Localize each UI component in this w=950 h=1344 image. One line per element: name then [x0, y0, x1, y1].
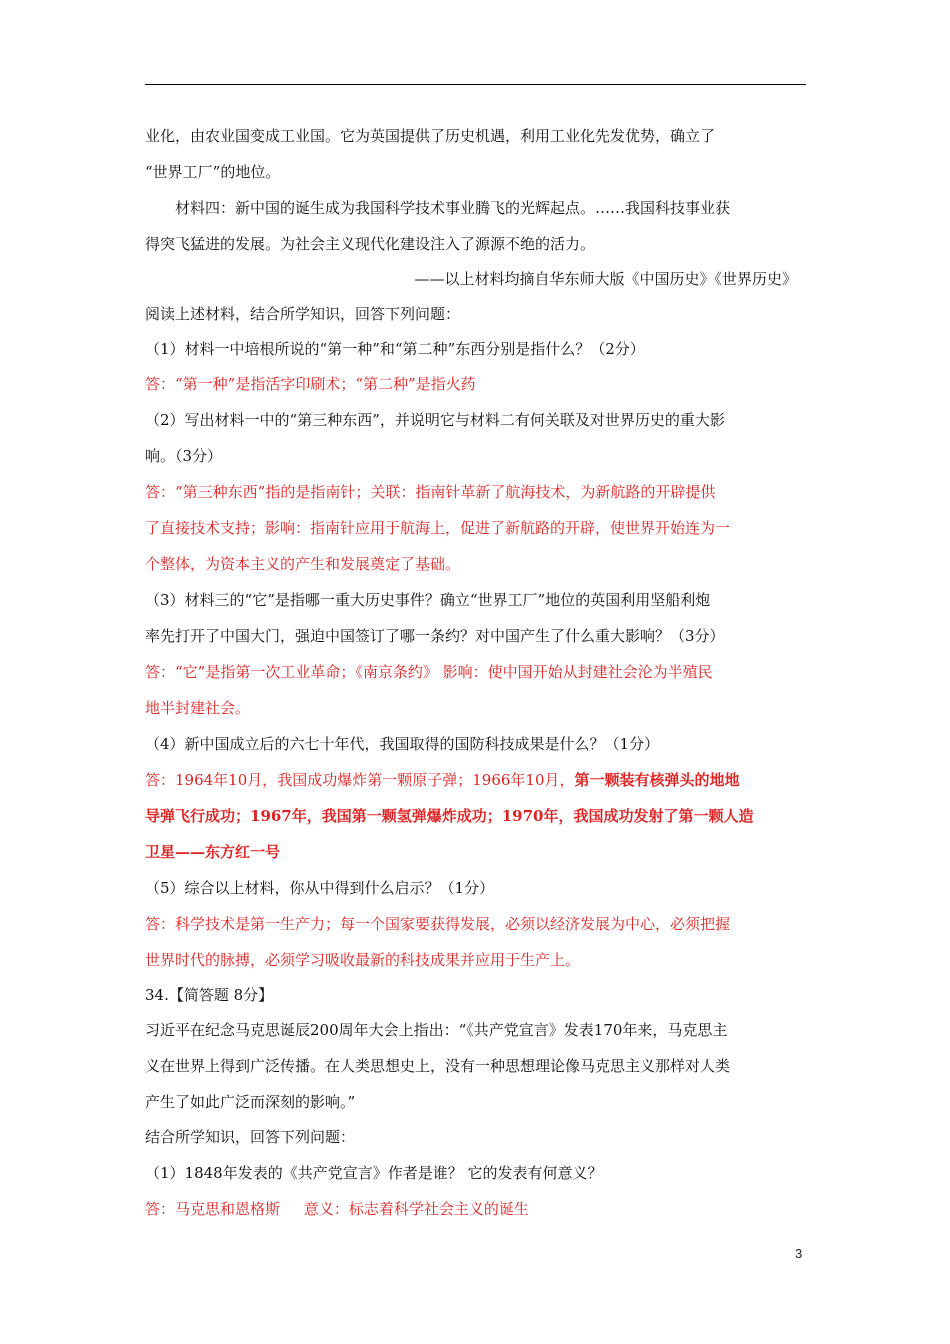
instruction-line: 阅读上述材料，结合所学知识，回答下列问题： [145, 304, 461, 323]
answer-34-1: 答：马克思和恩格斯 意义：标志着科学社会主义的诞生 [145, 1199, 529, 1218]
answer-4-cont: 卫星——东方红一号 [145, 842, 281, 861]
question-heading-34: 34.【简答题 8分】 [145, 985, 274, 1004]
quote-line: 义在世界上得到广泛传播。在人类思想史上，没有一种思想理论像马克思主义那样对人类 [145, 1057, 731, 1075]
question-5: （5）综合以上材料，你从中得到什么启示？（1分） [145, 878, 495, 897]
source-citation: ——以上材料均摘自华东师大版《中国历史》《世界历史》 [414, 270, 797, 288]
answer-2-cont: 了直接技术支持；影响：指南针应用于航海上，促进了新航路的开辟，使世界开始连为一 [145, 518, 731, 537]
question-3-cont: 率先打开了中国大门，强迫中国签订了哪一条约？对中国产生了什么重大影响？（3分） [145, 626, 725, 645]
answer-4 [145, 762, 807, 798]
question-3: （3）材料三的“它”是指哪一重大历史事件？确立“世界工厂”地位的英国利用坚船利炮 [145, 590, 711, 609]
answer-3: 答：“它”是指第一次工业革命；《南京条约》 影响：使中国开始从封建社会沦为半殖民 [145, 662, 713, 681]
question-1: （1）材料一中培根所说的“第一种”和“第二种”东西分别是指什么？（2分） [145, 340, 645, 358]
text-line: “世界工厂”的地位。 [145, 163, 281, 181]
answer-5: 答：科学技术是第一生产力；每一个国家要获得发展，必须以经济发展为中心，必须把握 [145, 914, 731, 933]
quote-line: 产生了如此广泛而深刻的影响。” [145, 1093, 356, 1111]
text-line: 得突飞猛进的发展。为社会主义现代化建设注入了源源不绝的活力。 [145, 235, 596, 253]
answer-4-normal: 答：1964年10月，我国成功爆炸第一颗原子弹；1966年10月， [145, 770, 575, 789]
answer-3-cont: 地半封建社会。 [145, 698, 251, 717]
answer-2: 答：“第三种东西”指的是指南针；关联：指南针革新了航海技术，为新航路的开辟提供 [145, 482, 716, 501]
material-four-line: 材料四：新中国的诞生成为我国科学技术事业腾飞的光辉起点。……我国科技事业获 [175, 199, 731, 217]
question-34-1: （1）1848年发表的《共产党宣言》作者是谁？ 它的发表有何意义？ [145, 1163, 603, 1182]
question-2: （2）写出材料一中的“第三种东西”，并说明它与材料二有何关联及对世界历史的重大影 [145, 410, 725, 429]
document-body [145, 118, 807, 1227]
answer-5-cont: 世界时代的脉搏，必须学习吸收最新的科技成果并应用于生产上。 [145, 950, 581, 969]
quote-line: 习近平在纪念马克思诞辰200周年大会上指出：“《共产党宣言》发表170年来，马克思主 [145, 1021, 728, 1039]
header-rule [145, 84, 806, 85]
answer-4-bold: 第一颗装有核弹头的地地 [574, 770, 740, 789]
question-4: （4）新中国成立后的六七十年代，我国取得的国防科技成果是什么？（1分） [145, 734, 660, 753]
question-2-cont: 响。（3分） [145, 446, 223, 465]
answer-1: 答：“第一种”是指活字印刷术；“第二种”是指火药 [145, 375, 476, 393]
instruction-line: 结合所学知识，回答下列问题： [145, 1128, 356, 1146]
answer-2-cont: 个整体，为资本主义的产生和发展奠定了基础。 [145, 554, 461, 573]
text-line: 业化，由农业国变成工业国。它为英国提供了历史机遇，利用工业化先发优势，确立了 [145, 127, 716, 145]
answer-4-cont: 导弹飞行成功；1967年，我国第一颗氢弹爆炸成功；1970年，我国成功发射了第一颗人造 [145, 806, 754, 825]
page-number: 3 [795, 1246, 803, 1261]
